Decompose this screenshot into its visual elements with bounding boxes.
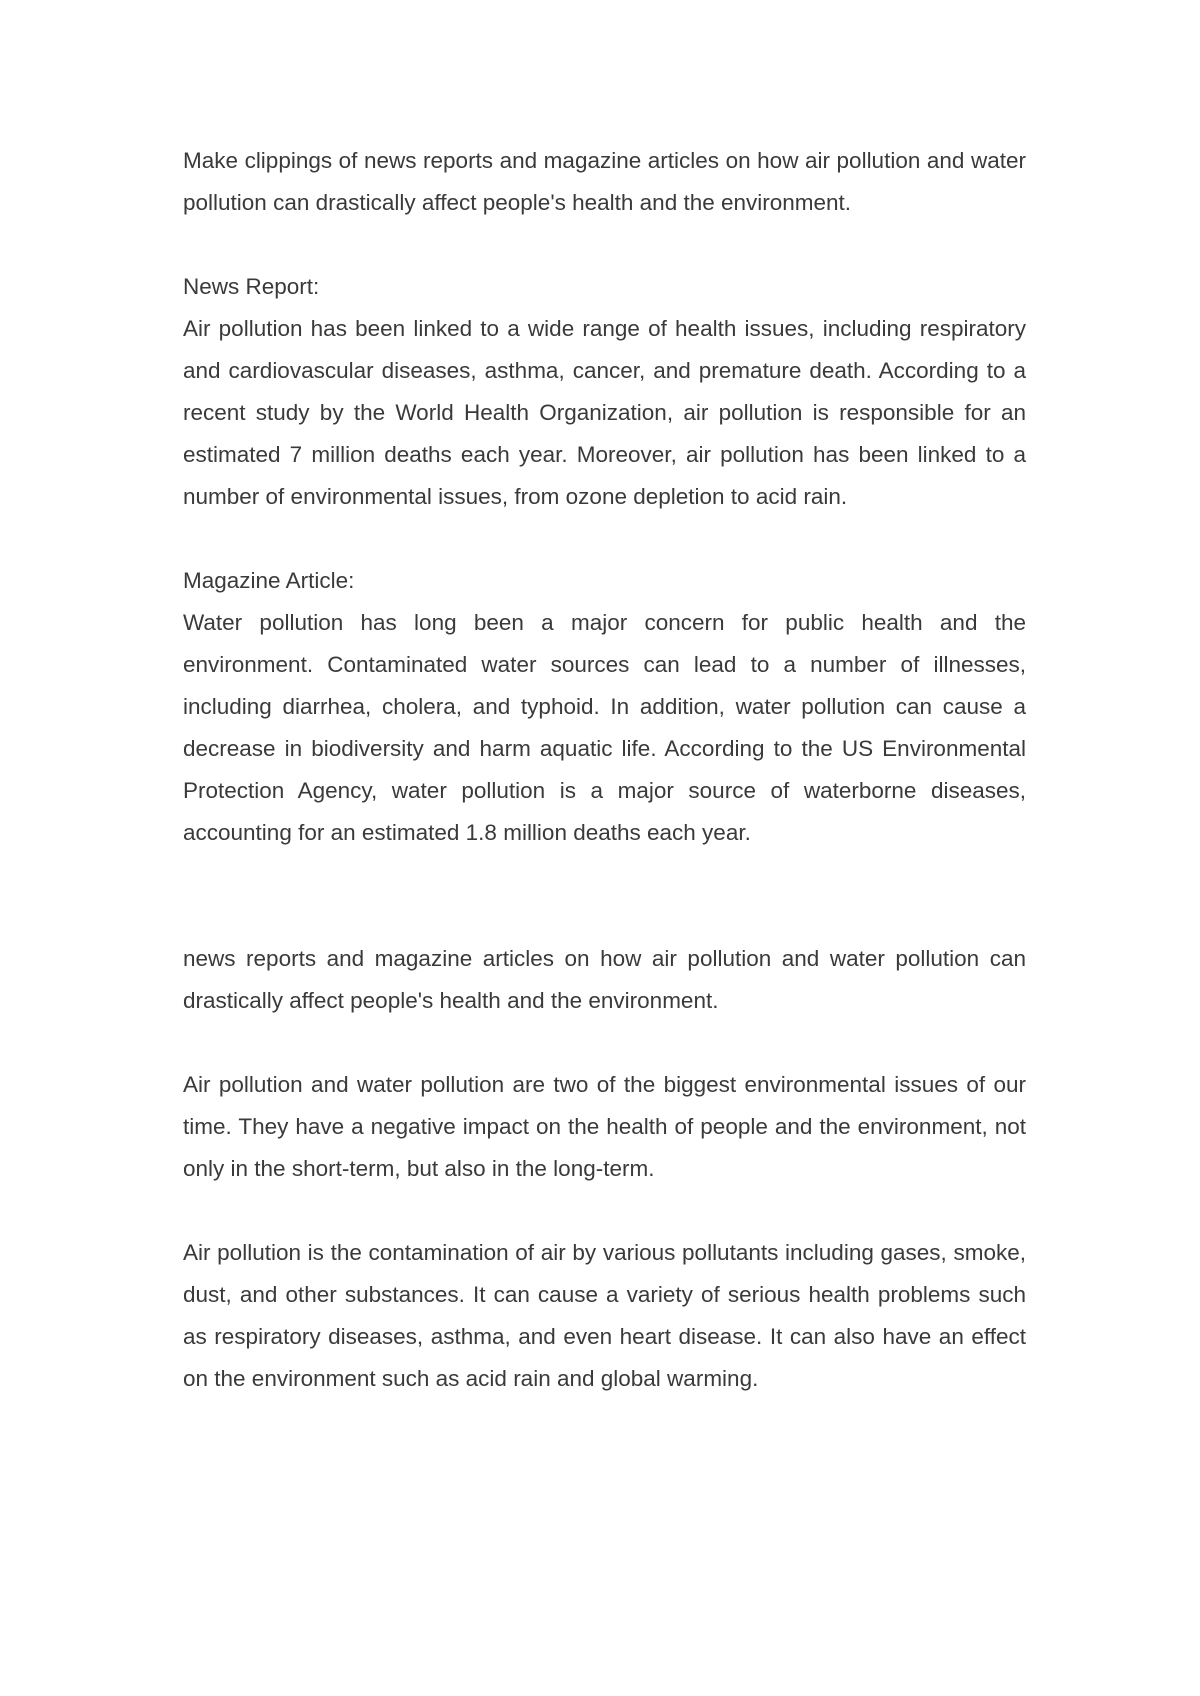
overview-paragraph: Air pollution and water pollution are two of the biggest environmental issues of our time. They have a negative impact on the health of people and the environment, not only in the short-term, but also in the long-term. [183, 1072, 1026, 1181]
air-pollution-paragraph: Air pollution is the contamination of air by various pollutants including gases, smoke, dust, and other substances. It can cause a variety of serious health problems such as respiratory diseases, asthma, and even heart disease. It can also have an effect on the environment such as acid rain and global warming. [183, 1240, 1026, 1391]
document-body [183, 140, 1026, 1400]
intro-paragraph: Make clippings of news reports and magazine articles on how air pollution and water pollution can drastically affect people's health and the environment. [183, 148, 1026, 215]
news-report-heading: News Report: [183, 274, 320, 299]
spacer [183, 224, 1026, 266]
spacer [183, 854, 1026, 938]
spacer [183, 1190, 1026, 1232]
second-intro-paragraph: news reports and magazine articles on how air pollution and water pollution can drastically affect people's health and the environment. [183, 946, 1026, 1013]
magazine-article-paragraph: Water pollution has long been a major concern for public health and the environment. Contaminated water sources can lead to a number of illnesses, including diarrhea, cholera, and typhoid. In addition, water pollution can cause a decrease in biodiversity and harm aquatic life. According to the US Environmental Protection Agency, water pollution is a major source of waterborne diseases, accounting for an estimated 1.8 million deaths each year. [183, 610, 1026, 845]
news-report-paragraph: Air pollution has been linked to a wide range of health issues, including respiratory and cardiovascular diseases, asthma, cancer, and premature death. According to a recent study by the World Health Organization, air pollution is responsible for an estimated 7 million deaths each year. Moreover, air pollution has been linked to a number of environmental issues, from ozone depletion to acid rain. [183, 316, 1026, 509]
magazine-article-heading: Magazine Article: [183, 568, 355, 593]
spacer [183, 1022, 1026, 1064]
spacer [183, 518, 1026, 560]
